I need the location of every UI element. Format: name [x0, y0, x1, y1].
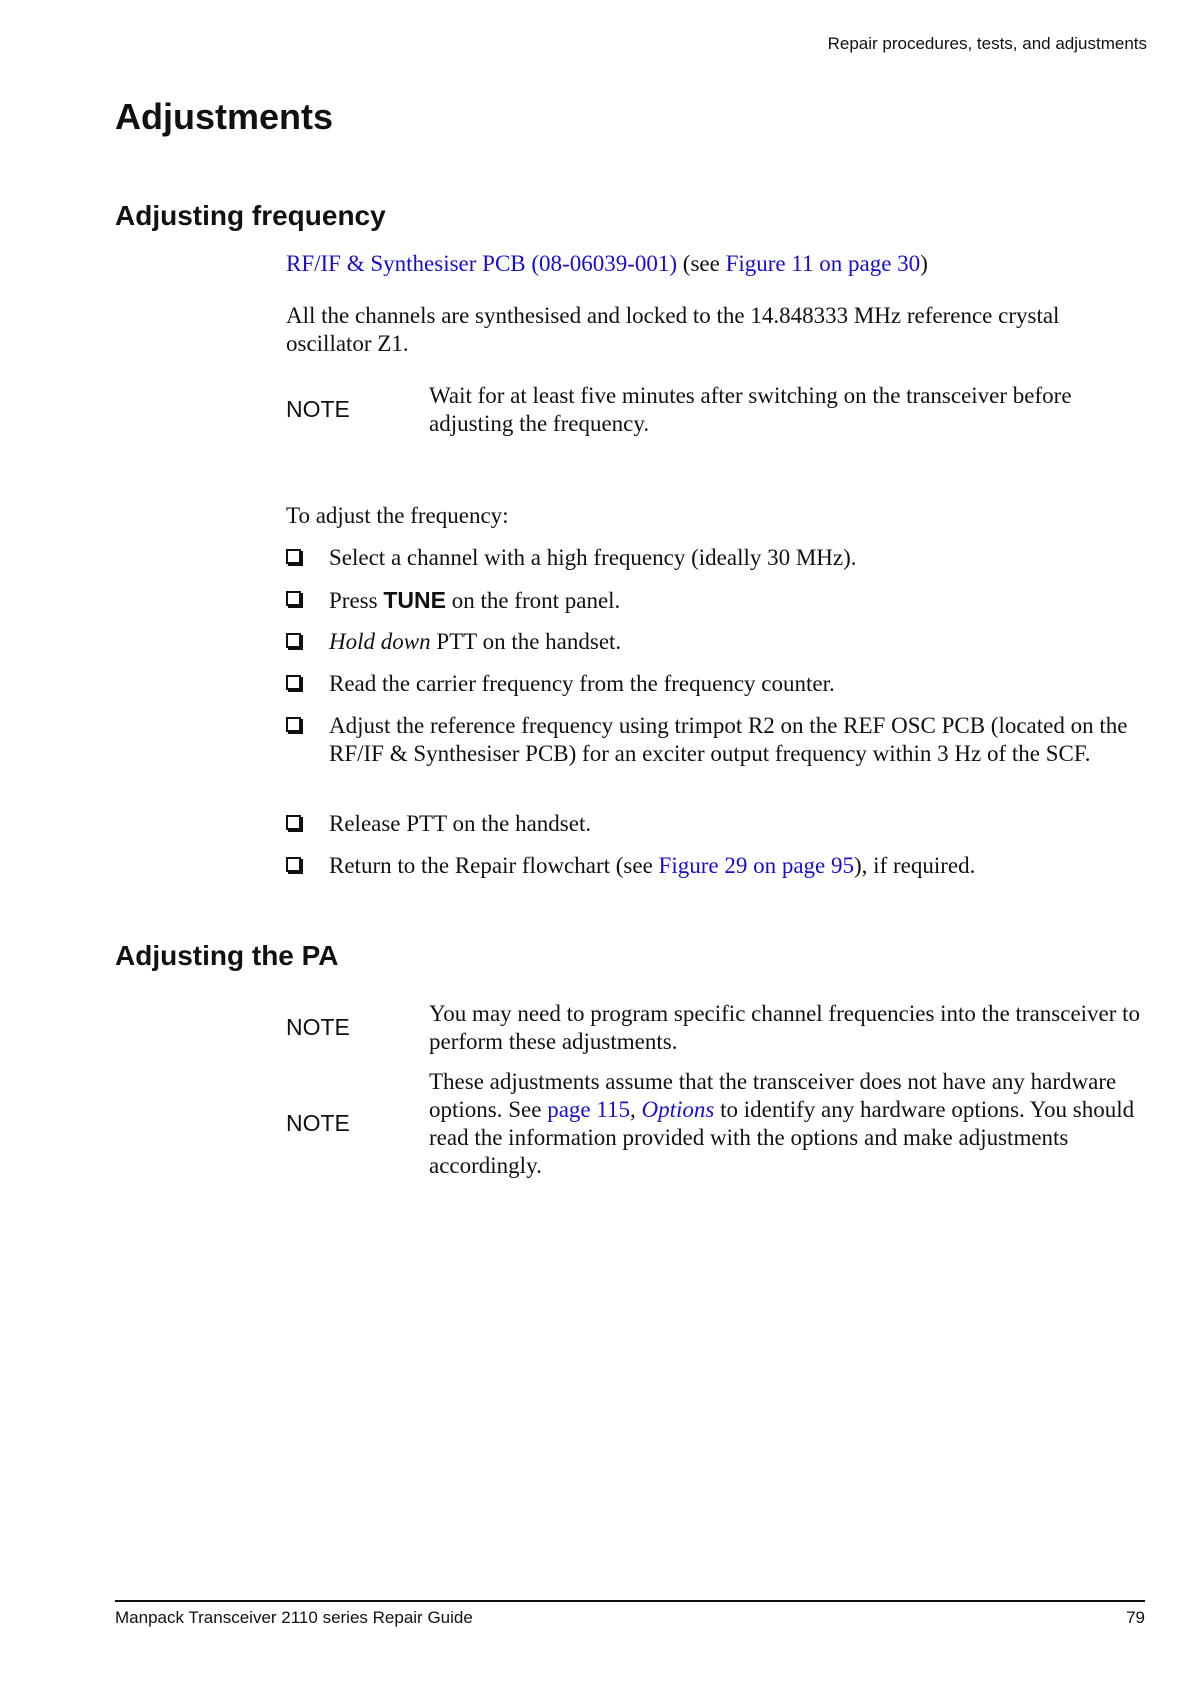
step-text-pre: Return to the Repair flowchart (see	[329, 853, 659, 878]
footer-page-number: 79	[1126, 1608, 1145, 1627]
footer-divider	[115, 1600, 1145, 1602]
step-text-post: ), if required.	[854, 853, 976, 878]
note-label: NOTE	[286, 396, 350, 422]
figure-11-link[interactable]: Figure 11 on page 30	[725, 251, 921, 276]
note-comma: ,	[630, 1097, 642, 1122]
tune-key-label: TUNE	[383, 587, 446, 613]
page-115-link[interactable]: page 115	[547, 1097, 631, 1122]
checkbox-icon	[286, 857, 301, 872]
note-text-pre: These adjustments assume that the transceiver does not have any hardware options. See	[429, 1069, 1117, 1122]
checkbox-icon	[286, 815, 301, 830]
checkbox-icon	[286, 633, 301, 648]
synthesis-paragraph: All the channels are synthesised and locked to the 14.848333 MHz reference crystal oscillator Z1.	[286, 303, 1060, 356]
page-title: Adjustments	[115, 96, 334, 137]
step-text-italic: Hold down	[329, 629, 431, 654]
section-heading-adjusting-frequency: Adjusting frequency	[115, 200, 386, 231]
note-label: NOTE	[286, 1110, 350, 1136]
step-text	[329, 586, 1144, 615]
step-text-pre: Press	[329, 588, 384, 613]
figure-29-link[interactable]: Figure 29 on page 95	[658, 853, 855, 878]
note-text	[429, 1068, 1144, 1180]
step-text	[329, 628, 1144, 656]
see-text: (see	[677, 251, 726, 276]
section-heading-adjusting-pa: Adjusting the PA	[115, 940, 339, 971]
options-link[interactable]	[642, 1097, 715, 1122]
step-text-post: on the front panel.	[445, 588, 621, 613]
note-label: NOTE	[286, 1014, 350, 1040]
checkbox-icon	[286, 549, 301, 564]
step-text: Adjust the reference frequency using trimpot R2 on the REF OSC PCB (located on the RF/IF & Synthesiser PCB) for an exciter output frequency within 3 Hz of the SCF.	[329, 713, 1128, 766]
options-link-text: Options	[641, 1097, 715, 1122]
step-text-post: PTT on the handset.	[430, 629, 622, 654]
procedure-intro: To adjust the frequency:	[286, 503, 509, 528]
note-text-post: to identify any hardware options. You should read the information provided with the options and make adjustments accordingly.	[429, 1097, 1135, 1178]
pcb-reference-line	[286, 250, 1141, 278]
running-header: Repair procedures, tests, and adjustments	[827, 34, 1147, 53]
note-text: Wait for at least five minutes after switching on the transceiver before adjusting the frequency.	[429, 383, 1072, 436]
close-paren: )	[920, 251, 928, 276]
note-text: You may need to program specific channel frequencies into the transceiver to perform these adjustments.	[429, 1001, 1141, 1054]
pcb-reference-link[interactable]: RF/IF & Synthesiser PCB (08-06039-001)	[286, 251, 678, 276]
step-text: Release PTT on the handset.	[329, 811, 592, 836]
checkbox-icon	[286, 591, 301, 606]
step-text: Read the carrier frequency from the frequency counter.	[329, 671, 835, 696]
checkbox-icon	[286, 675, 301, 690]
footer-doc-title: Manpack Transceiver 2110 series Repair Guide	[115, 1608, 473, 1627]
checkbox-icon	[286, 717, 301, 732]
step-text: Select a channel with a high frequency (ideally 30 MHz).	[329, 545, 857, 570]
step-text	[329, 852, 1144, 880]
